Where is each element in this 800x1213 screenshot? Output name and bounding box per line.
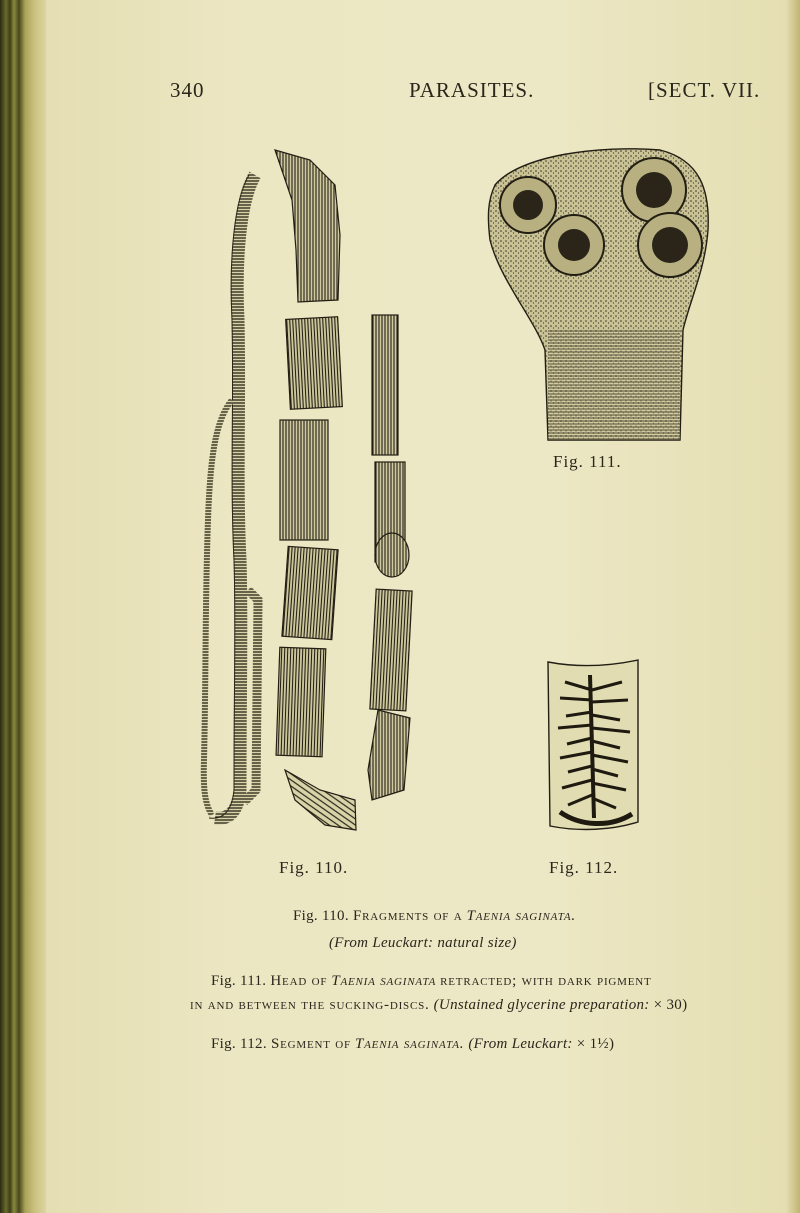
caption-fig111-species: Taenia saginata xyxy=(331,973,437,989)
section-label: [SECT. VII. xyxy=(648,78,761,102)
caption-fig111-rest: retracted; with dark pigment xyxy=(440,973,652,989)
caption-fig111-number: Fig. 111. xyxy=(211,973,267,989)
fig112-label: Fig. 112. xyxy=(549,858,619,877)
fig112-segment-drawing xyxy=(548,660,638,829)
caption-fig110-number: Fig. 110. xyxy=(293,908,349,924)
caption-fig110-source-text: (From Leuckart: natural size) xyxy=(329,935,517,951)
caption-fig111-line2 xyxy=(190,997,687,1014)
fig110-segment-column xyxy=(368,315,412,800)
caption-fig110-text: Fragments of a xyxy=(352,908,463,924)
caption-fig112-source: (From Leuckart: xyxy=(468,1036,573,1052)
caption-fig111-line2-text: in and between the sucking-discs. xyxy=(190,997,430,1013)
caption-fig111-mag: × 30) xyxy=(653,997,688,1013)
caption-fig110-source xyxy=(329,935,517,952)
caption-fig110 xyxy=(293,908,576,925)
caption-fig110-species: Taenia saginata. xyxy=(466,908,576,924)
fig110-label: Fig. 110. xyxy=(279,858,349,877)
page-number: 340 xyxy=(170,78,205,102)
caption-fig111-prep: (Unstained glycerine preparation: xyxy=(433,997,650,1013)
caption-fig112-number: Fig. 112. xyxy=(211,1036,267,1052)
fig111-label: Fig. 111. xyxy=(553,452,622,471)
caption-fig112 xyxy=(211,1036,614,1053)
caption-fig111-head: Head of xyxy=(270,973,328,989)
caption-fig112-text: Segment of xyxy=(270,1036,351,1052)
running-title: PARASITES. xyxy=(409,78,535,102)
fig110-tapeworm-chain xyxy=(204,175,258,818)
caption-fig112-mag: × 1½) xyxy=(576,1036,615,1052)
fig111-head-drawing xyxy=(488,149,708,440)
caption-fig111 xyxy=(211,973,652,990)
caption-fig112-species: Taenia saginata. xyxy=(355,1036,465,1052)
fig110-segment-fragments xyxy=(275,150,356,830)
